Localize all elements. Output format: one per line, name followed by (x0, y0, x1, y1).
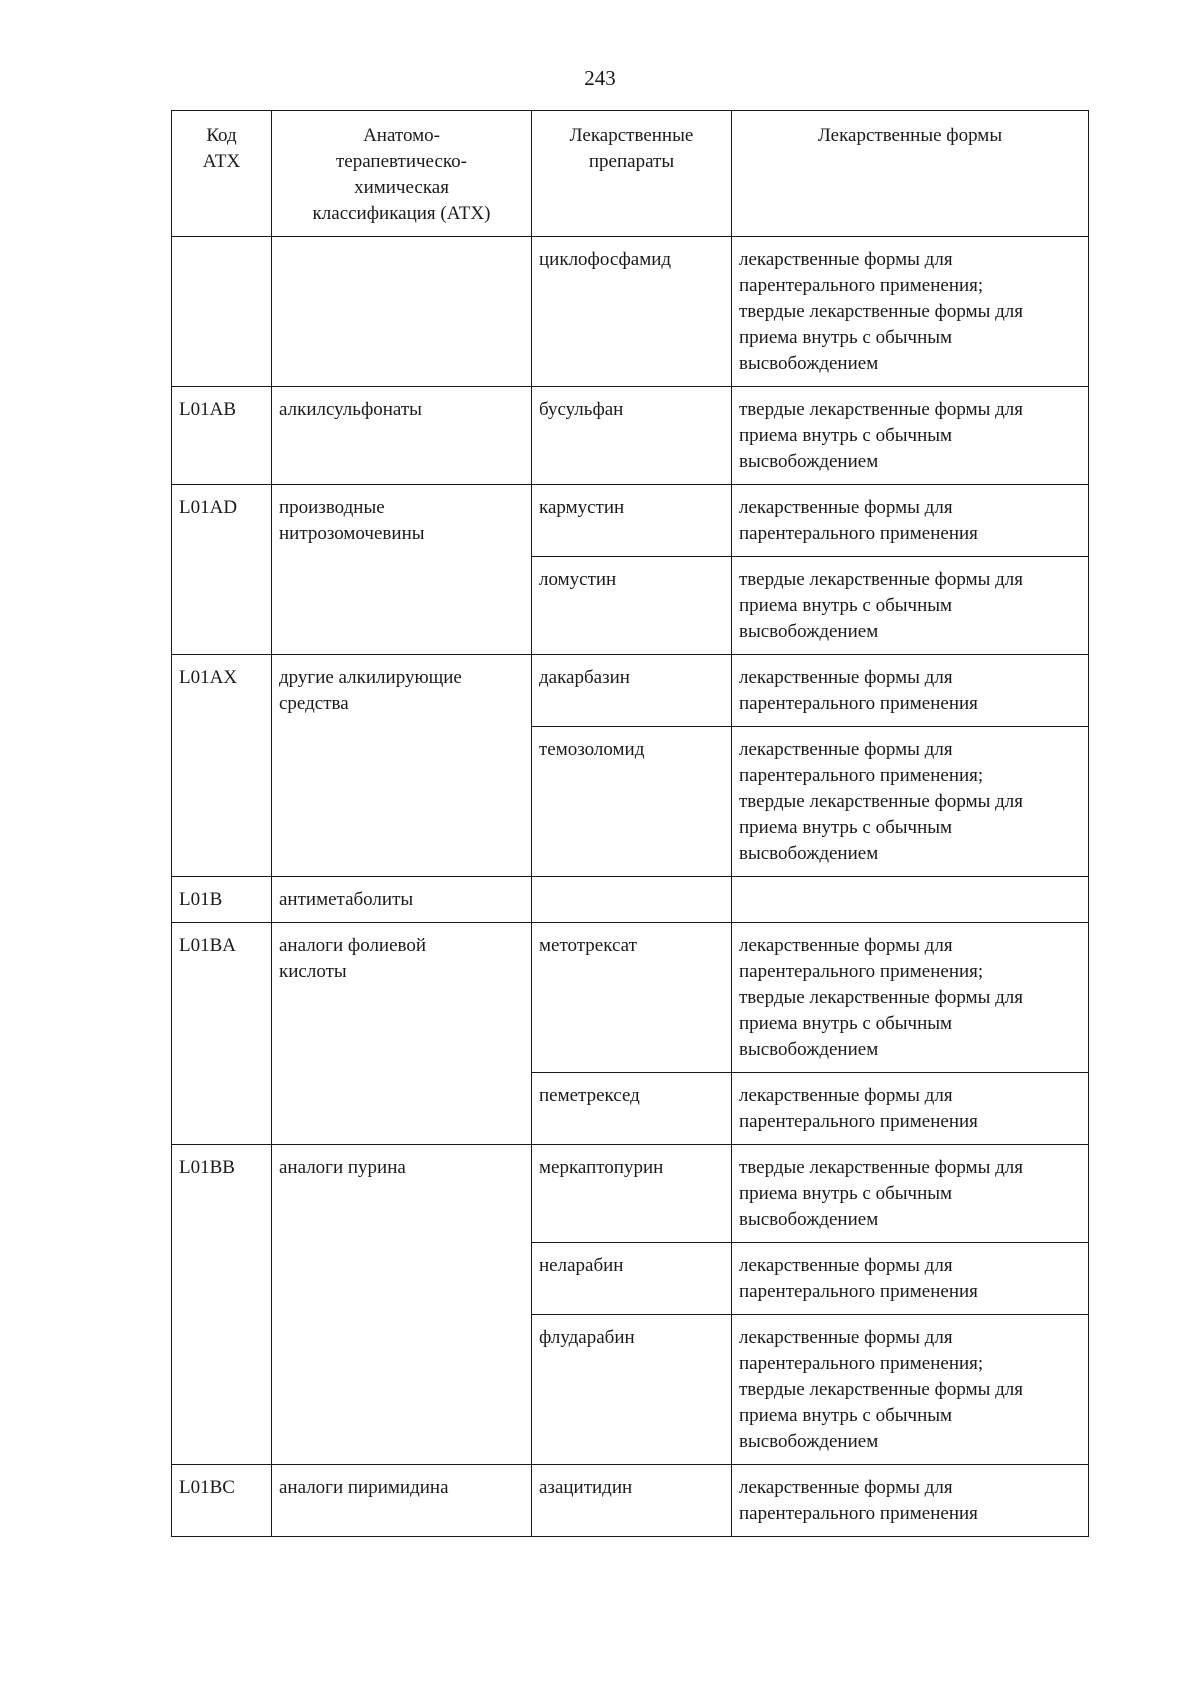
page-number: 243 (584, 66, 616, 90)
atx-classification-cell: аналоги фолиевой кислоты (272, 923, 532, 1145)
table-body (172, 237, 1089, 1537)
dosage-forms-cell: лекарственные формы для парентерального применения; твердые лекарственные формы для приема внутрь с обычным высвобождением (732, 923, 1089, 1073)
table-row (172, 237, 1089, 387)
atx-classification-cell: аналоги пиримидина (272, 1465, 532, 1537)
dosage-forms-cell: лекарственные формы для парентерального применения; твердые лекарственные формы для приема внутрь с обычным высвобождением (732, 237, 1089, 387)
drug-name-cell: меркаптопурин (532, 1145, 732, 1243)
dosage-forms-cell: лекарственные формы для парентерального применения; твердые лекарственные формы для приема внутрь с обычным высвобождением (732, 1315, 1089, 1465)
table-row (172, 1465, 1089, 1537)
dosage-forms-cell: лекарственные формы для парентерального применения (732, 485, 1089, 557)
drug-name-cell: ломустин (532, 557, 732, 655)
table-row (172, 387, 1089, 485)
atx-classification-cell: производные нитрозомочевины (272, 485, 532, 655)
drug-name-cell: неларабин (532, 1243, 732, 1315)
header-atx-classification: Анатомо- терапевтическо- химическая классификация (АТХ) (272, 111, 532, 237)
drug-name-cell: азацитидин (532, 1465, 732, 1537)
dosage-forms-cell: лекарственные формы для парентерального применения (732, 1465, 1089, 1537)
table-row (172, 1145, 1089, 1243)
atx-classification-cell: антиметаболиты (272, 877, 532, 923)
atx-code-cell: L01AX (172, 655, 272, 877)
drug-name-cell: дакарбазин (532, 655, 732, 727)
atx-drug-table (171, 110, 1089, 1537)
dosage-forms-cell: лекарственные формы для парентерального применения; твердые лекарственные формы для приема внутрь с обычным высвобождением (732, 727, 1089, 877)
drug-name-cell: циклофосфамид (532, 237, 732, 387)
dosage-forms-cell (732, 877, 1089, 923)
drug-name-cell: кармустин (532, 485, 732, 557)
dosage-forms-cell: лекарственные формы для парентерального применения (732, 1073, 1089, 1145)
header-drugs: Лекарственные препараты (532, 111, 732, 237)
atx-code-cell: L01B (172, 877, 272, 923)
header-dosage-forms: Лекарственные формы (732, 111, 1089, 237)
table-row (172, 485, 1089, 557)
table-row (172, 877, 1089, 923)
dosage-forms-cell: твердые лекарственные формы для приема внутрь с обычным высвобождением (732, 1145, 1089, 1243)
dosage-forms-cell: твердые лекарственные формы для приема внутрь с обычным высвобождением (732, 557, 1089, 655)
drug-name-cell (532, 877, 732, 923)
header-atx-code: Код АТХ (172, 111, 272, 237)
table-header-row (172, 111, 1089, 237)
atx-code-cell: L01AD (172, 485, 272, 655)
dosage-forms-cell: лекарственные формы для парентерального применения (732, 655, 1089, 727)
atx-classification-cell: другие алкилирующие средства (272, 655, 532, 877)
drug-name-cell: флударабин (532, 1315, 732, 1465)
atx-code-cell: L01BC (172, 1465, 272, 1537)
drug-name-cell: темозоломид (532, 727, 732, 877)
atx-classification-cell: алкилсульфонаты (272, 387, 532, 485)
dosage-forms-cell: лекарственные формы для парентерального применения (732, 1243, 1089, 1315)
atx-code-cell: L01BB (172, 1145, 272, 1465)
drug-name-cell: пеметрексед (532, 1073, 732, 1145)
atx-code-cell: L01AB (172, 387, 272, 485)
atx-classification-cell: аналоги пурина (272, 1145, 532, 1465)
drug-name-cell: бусульфан (532, 387, 732, 485)
atx-code-cell: L01BA (172, 923, 272, 1145)
table-row (172, 655, 1089, 727)
dosage-forms-cell: твердые лекарственные формы для приема внутрь с обычным высвобождением (732, 387, 1089, 485)
atx-classification-cell (272, 237, 532, 387)
atx-code-cell (172, 237, 272, 387)
table-row (172, 923, 1089, 1073)
drug-name-cell: метотрексат (532, 923, 732, 1073)
